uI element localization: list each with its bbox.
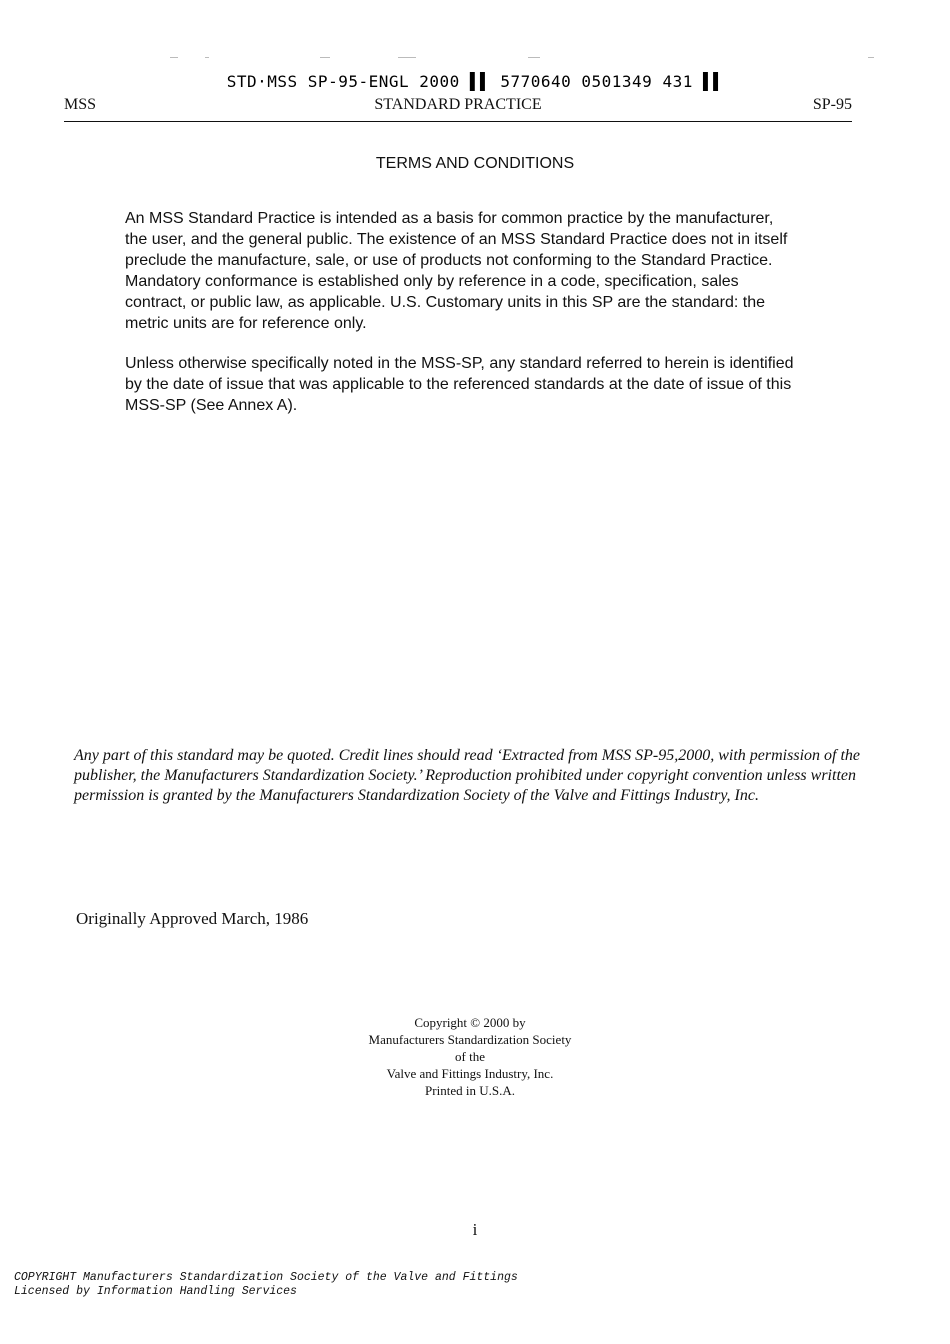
header-right-label: SP-95 bbox=[812, 96, 852, 113]
copyright-line: Valve and Fittings Industry, Inc. bbox=[386, 1066, 554, 1081]
copyright-line: Manufacturers Standardization Society bbox=[368, 1032, 572, 1047]
running-header bbox=[64, 96, 852, 118]
header-rule bbox=[64, 121, 852, 122]
copyright-line: of the bbox=[455, 1049, 485, 1064]
quote-permission-note: Any part of this standard may be quoted. Credit lines should read ‘Extracted from MSS SP-95,2000, with permission of the publisher, the Manufacturers Standardization Society.’ Reproduction prohibited under copyright convention unless written permission is granted by the Manufacturers Standardization Society of the Valve and Fittings Industry, Inc. bbox=[74, 747, 861, 804]
header-left-label: MSS bbox=[64, 96, 97, 113]
copyright-line: Copyright © 2000 by bbox=[414, 1015, 526, 1030]
footer-line: COPYRIGHT Manufacturers Standardization Society of the Valve and Fittings bbox=[14, 1271, 518, 1284]
approval-date: Originally Approved March, 1986 bbox=[76, 909, 309, 928]
header-center-title: STANDARD PRACTICE bbox=[374, 96, 542, 113]
document-code: STD·MSS SP-95-ENGL 2000 ▌▌ 5770640 0501349 431 ▌▌ bbox=[226, 72, 724, 91]
footer-line: Licensed by Information Handling Services bbox=[14, 1285, 297, 1298]
terms-paragraph-2: Unless otherwise specifically noted in the MSS-SP, any standard referred to herein is identified by the date of issue that was applicable to the referenced standards at the date of issue of this MSS-SP (See Annex A). bbox=[125, 355, 794, 414]
page-number: i bbox=[472, 1220, 478, 1239]
copyright-block bbox=[320, 1014, 620, 1099]
terms-heading: TERMS AND CONDITIONS bbox=[375, 155, 575, 172]
license-footer bbox=[14, 1271, 518, 1299]
copyright-line: Printed in U.S.A. bbox=[425, 1083, 515, 1098]
terms-paragraph-1: An MSS Standard Practice is intended as a basis for common practice by the manufacturer, the user, and the general public. The existence of an MSS Standard Practice does not in itself preclude the manufacture, sale, or use of products not conforming to the Standard Practice. Mandatory conformance is established only by reference in a code, specification, sales contract, or public law, as applicable. U.S. Customary units in this SP are the standard: the metric units are for reference only. bbox=[125, 210, 788, 332]
